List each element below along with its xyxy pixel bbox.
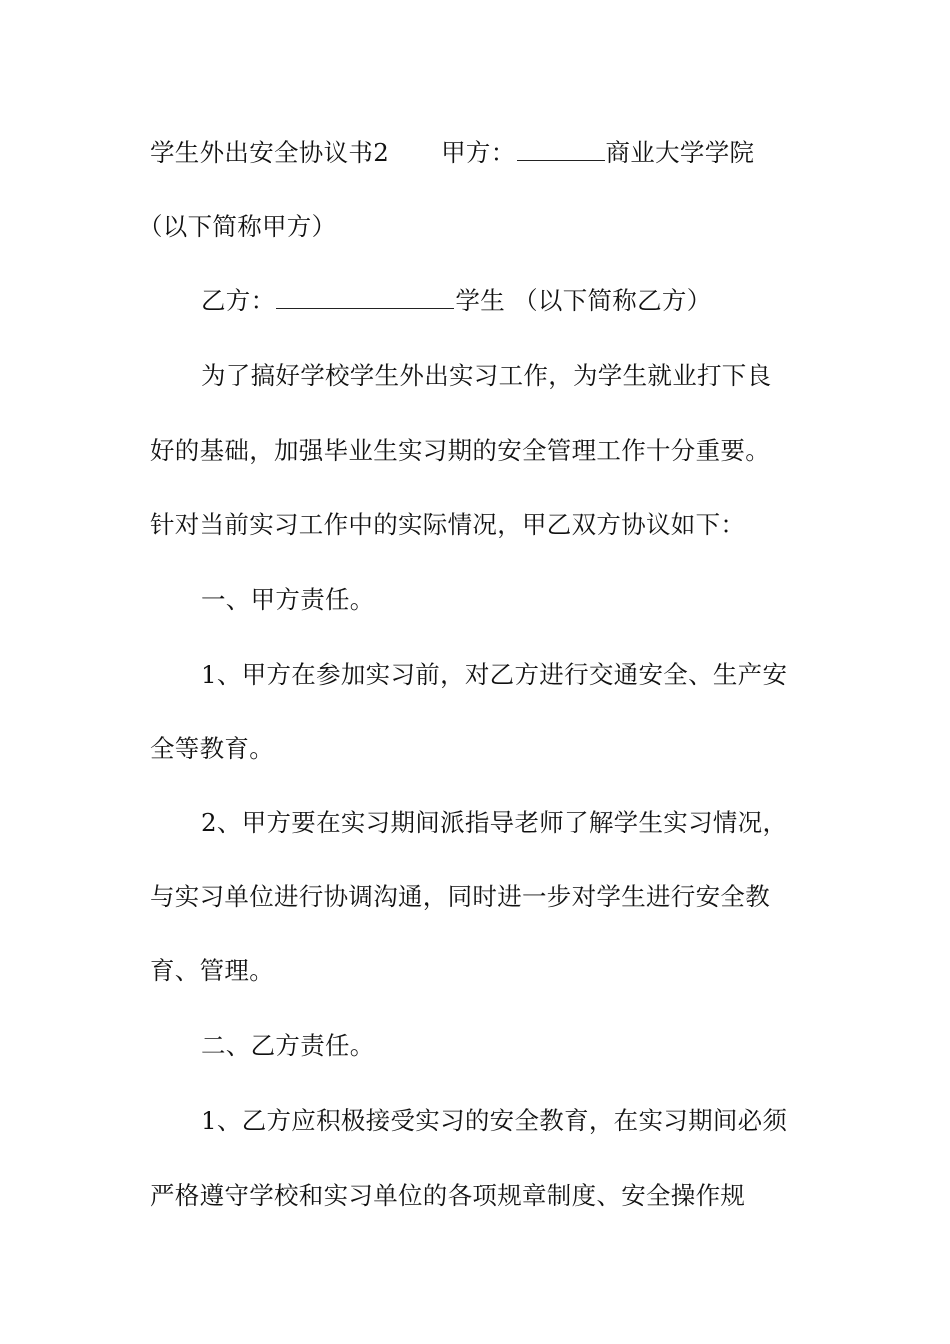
section-2-heading: 二、乙方责任。 xyxy=(201,1031,375,1060)
party-a-label: 甲方： xyxy=(441,138,516,167)
document-title: 学生外出安全协议书2 xyxy=(150,138,390,167)
intro-line-3: 针对当前实习工作中的实际情况，甲乙双方协议如下： xyxy=(150,510,746,539)
party-b-name: 学生 xyxy=(455,286,506,315)
party-b-blank-field xyxy=(276,286,454,309)
section-1-item-1-line-2: 全等教育。 xyxy=(150,734,274,763)
section-1-item-2-line-1: 2、甲方要在实习期间派指导老师了解学生实习情况， xyxy=(201,808,788,837)
section-1-item-1-line-1: 1、甲方在参加实习前，对乙方进行交通安全、生产安 xyxy=(201,660,788,689)
section-1-heading: 一、甲方责任。 xyxy=(201,585,375,614)
section-2-item-1-line-2: 严格遵守学校和实习单位的各项规章制度、安全操作规 xyxy=(150,1181,746,1210)
intro-line-2: 好的基础，加强毕业生实习期的安全管理工作十分重要。 xyxy=(150,436,770,465)
title-line xyxy=(150,138,810,168)
intro-line-1: 为了搞好学校学生外出实习工作，为学生就业打下良 xyxy=(201,361,772,390)
party-b-label: 乙方： xyxy=(201,286,276,315)
party-a-name: 商业大学学院 xyxy=(605,138,755,167)
party-b-line xyxy=(201,286,861,316)
section-2-item-1-line-1: 1、乙方应积极接受实习的安全教育，在实习期间必须 xyxy=(201,1106,788,1135)
party-b-alias: （以下简称乙方） xyxy=(513,286,712,315)
section-1-item-2-line-3: 育、管理。 xyxy=(150,956,274,985)
party-a-blank-field xyxy=(517,138,605,161)
section-1-item-2-line-2: 与实习单位进行协调沟通，同时进一步对学生进行安全教 xyxy=(150,882,770,911)
party-a-alias: （以下简称甲方） xyxy=(138,212,337,241)
